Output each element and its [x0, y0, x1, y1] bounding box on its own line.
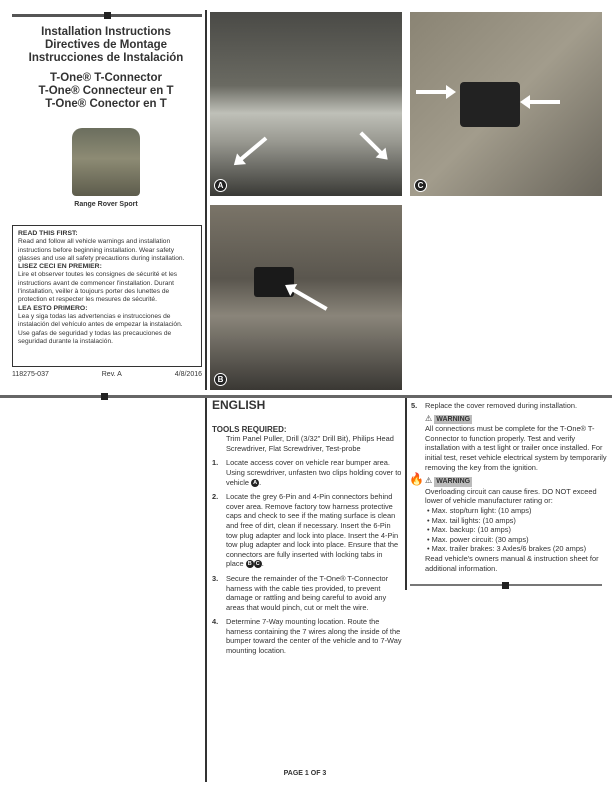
product-fr: T-One® Connecteur en T	[38, 85, 174, 97]
step-number: 1.	[212, 458, 219, 468]
notice-fr-heading: LISEZ CECI EN PREMIER:	[18, 263, 102, 271]
english-column-1	[212, 398, 402, 661]
warning-1-text: All connections must be complete for the T-One® T-Connector to function properly. Test and verify installation with a test light or trailer once installed. For initial test, reset vehicle electrical system by temporarily removing the key from the ignition.	[425, 424, 607, 472]
revision: Rev. A	[101, 371, 122, 378]
limit-item: • Max. stop/turn light: (10 amps)	[427, 505, 532, 515]
notice-en-heading: READ THIS FIRST:	[18, 230, 78, 237]
section-rule	[0, 395, 612, 398]
column-divider	[205, 10, 207, 390]
step-text: Secure the remainder of the T-One® T-Connector harness with the cable ties provided, to prevent damage or rattling and being careful to avoid any areas that would pinch, cut or melt the wire.	[226, 573, 389, 612]
ref-b-icon: B	[246, 560, 254, 568]
step-text: Replace the cover removed during installation.	[425, 401, 578, 410]
vehicle-photo	[72, 128, 140, 196]
date: 4/8/2016	[174, 371, 202, 378]
step-number: 3.	[212, 573, 219, 583]
top-rule	[12, 14, 202, 17]
warning-label-2: WARNING	[436, 478, 471, 486]
bottom-right-divider	[405, 398, 407, 590]
english-heading: ENGLISH	[212, 398, 266, 412]
limit-item: • Max. power circuit: (30 amps)	[427, 534, 529, 544]
photo-a	[210, 12, 402, 196]
photo-b-label: B	[214, 373, 227, 386]
notice-es-heading: LEA ESTO PRIMERO:	[18, 304, 88, 312]
step-text: Locate the grey 6-Pin and 4-Pin connectors behind cover area. Remove factory tow harness protective caps and check to see if the mating surface is clean and free of dirt, clean if necessary. Insert the 6-Pin tow plug adapter and lock into place. Insert the 4-Pin tow plug adapter and lock into place. Ensure that the connectors are fully inserted with locking tabs in place	[226, 492, 399, 569]
limit-item: • Max. backup: (10 amps)	[427, 525, 511, 535]
product-es: T-One® Conector en T	[45, 98, 167, 110]
title-en: Installation Instructions	[41, 26, 171, 38]
photo-c-label: C	[414, 179, 427, 192]
warning-triangle-icon: ⚠	[425, 476, 433, 486]
photo-a-label: A	[214, 179, 227, 192]
titles	[10, 26, 202, 65]
photo-b	[210, 205, 402, 390]
tools-list: Trim Panel Puller, Drill (3/32" Drill Bit), Philips Head Screwdriver, Flat Screwdriver, Test-probe	[226, 434, 394, 453]
fire-hazard-icon: 🔥	[409, 472, 424, 487]
step-text: Locate access cover on vehicle rear bumper area. Using screwdriver, unfasten two clips holding cover to vehicle	[226, 458, 402, 487]
page-number: PAGE 1 OF 3	[283, 770, 327, 777]
step-4	[212, 617, 402, 655]
safety-notice	[12, 225, 202, 367]
step-5	[411, 401, 607, 411]
warning-triangle-icon: ⚠	[425, 413, 433, 423]
limit-item: • Max. tail lights: (10 amps)	[427, 515, 516, 525]
step-3	[212, 574, 402, 612]
notice-es-body: Lea y siga todas las advertencias e instrucciones de instalación del vehículo antes de empezar la instalación. Use gafas de seguridad y todas las precauciones de seguridad durante la instalación.	[18, 312, 183, 345]
end-rule	[410, 584, 602, 586]
product-names	[10, 72, 202, 111]
notice-en-body: Read and follow all vehicle warnings and installation instructions before beginning installation. Wear safety glasses and use all safety precautions during installation.	[18, 238, 185, 262]
title-es: Instrucciones de Instalación	[28, 52, 184, 64]
english-column-2	[411, 401, 607, 573]
vehicle-name: Range Rover Sport	[74, 201, 138, 208]
step-number: 2.	[212, 492, 219, 502]
limit-item: • Max. trailer brakes: 3 Axles/6 brakes (20 amps)	[427, 544, 587, 554]
bottom-left-divider	[205, 398, 207, 782]
title-fr: Directives de Montage	[44, 39, 168, 51]
warning-label-1: WARNING	[436, 415, 471, 423]
step-1: 1. Locate access cover on vehicle rear bumper area. Using screwdriver, unfasten two clips holding cover to vehicle A .	[212, 458, 402, 487]
ref-a-icon: A	[251, 479, 259, 487]
notice-fr-body: Lire et observer toutes les consignes de sécurité et les instructions avant de commencer l'installation. Durant l'installation, veiller à toujours porter des lunettes de protection et respecter les mesures de sécurité.	[18, 271, 178, 304]
photo-c	[410, 12, 602, 196]
product-en: T-One® T-Connector	[50, 72, 162, 84]
step-2: 2. Locate the grey 6-Pin and 4-Pin connectors behind cover area. Remove factory tow harness protective caps and check to see if the mating surface is clean and free of dirt, clean if necessary. Insert the 6-Pin tow plug adapter and lock into place. Insert the 4-Pin tow plug adapter and lock into place. Ensure that the connectors are fully inserted with locking tabs in place B C .	[212, 492, 399, 569]
tools-heading: TOOLS REQUIRED:	[212, 424, 287, 434]
warning-2-text: Overloading circuit can cause fires. DO NOT exceed lower of vehicle manufacturer rating or:	[425, 486, 597, 506]
part-number: 118275-037	[12, 371, 49, 378]
step-text: Determine 7-Way mounting location. Route the harness containing the 7 wires along the inside of the bumper toward the center of the vehicle and to 7-Way mounting location.	[226, 617, 402, 656]
closing-text: Read vehicle's owners manual & instruction sheet for additional information.	[425, 553, 599, 573]
ref-c-icon: C	[254, 560, 262, 568]
step-number: 4.	[212, 617, 219, 627]
step-number: 5.	[411, 401, 418, 410]
